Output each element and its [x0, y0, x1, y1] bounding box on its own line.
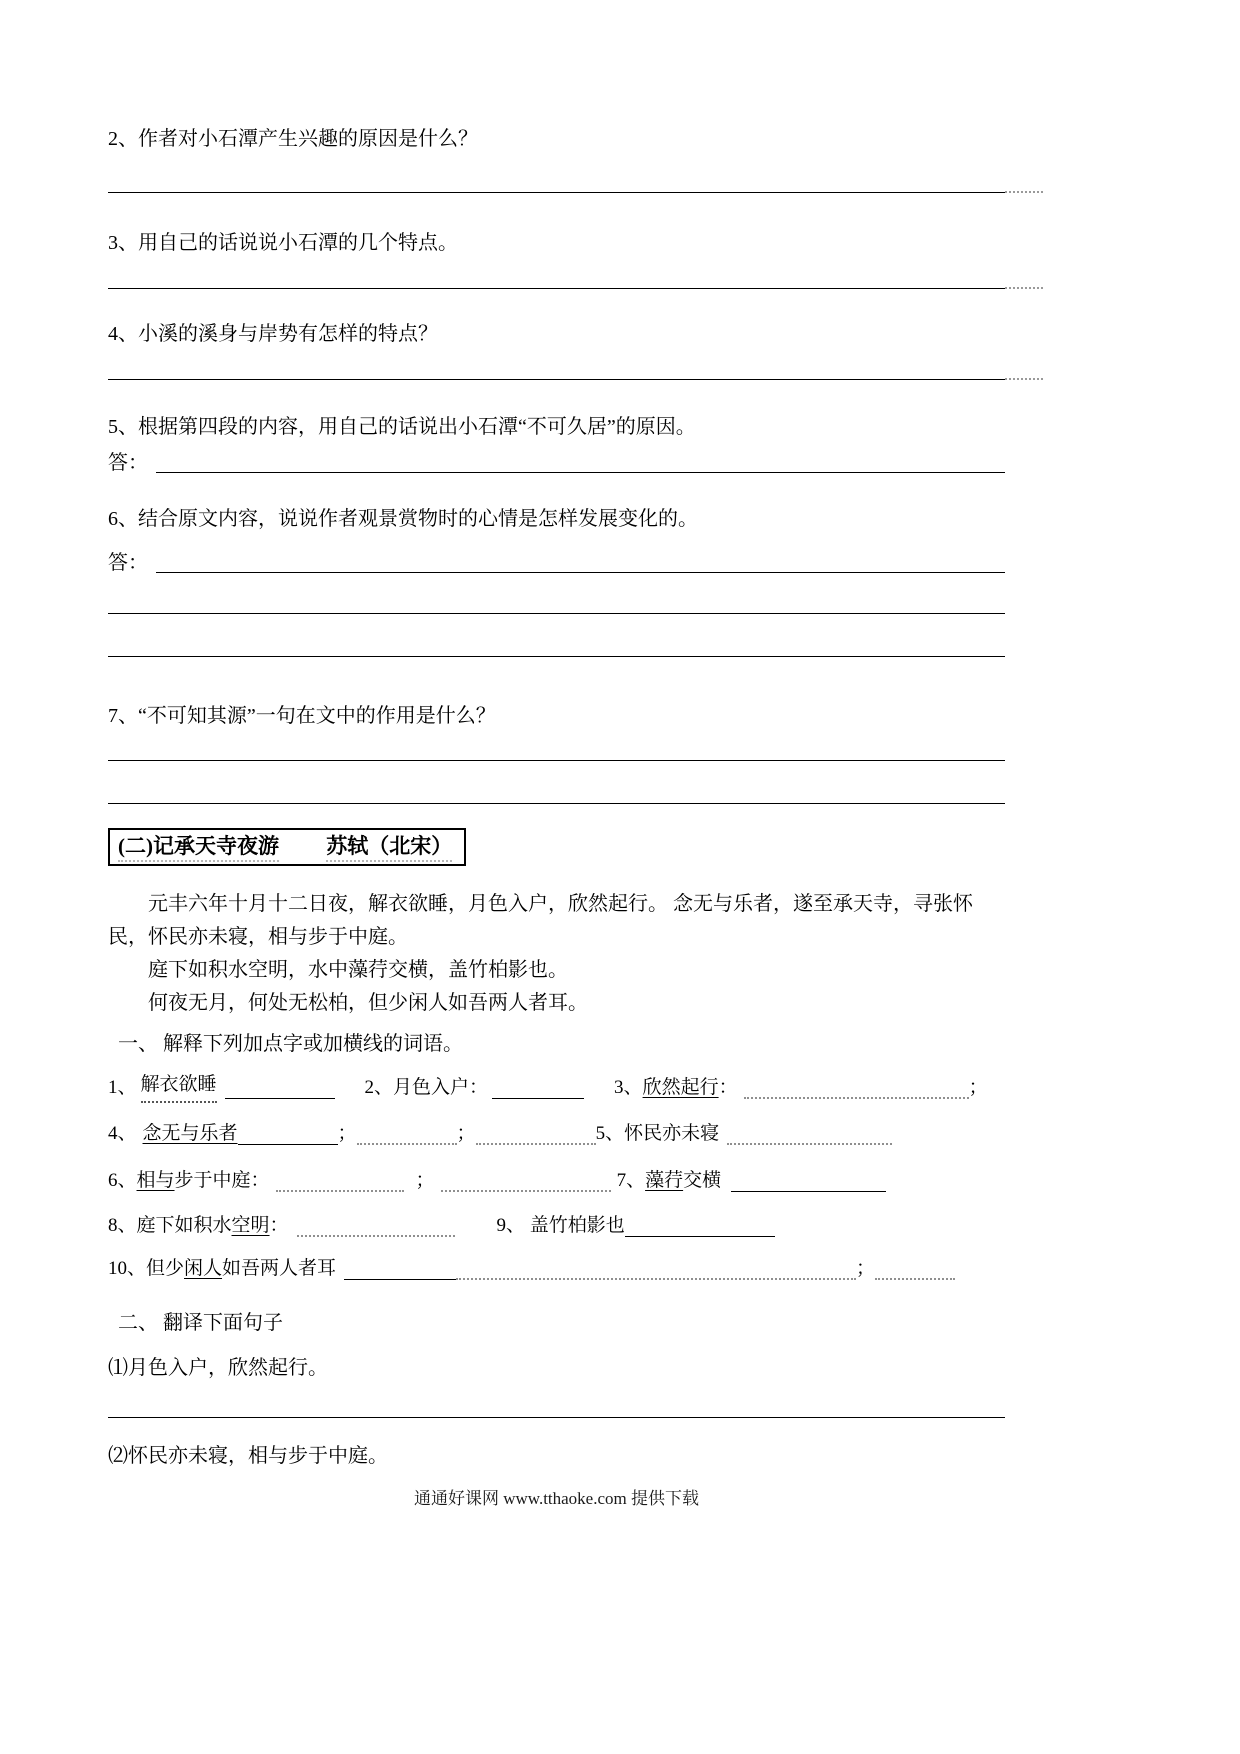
question-2: 2、作者对小石潭产生兴趣的原因是什么？	[108, 128, 478, 150]
fill-blank	[731, 1178, 886, 1192]
colon: ：	[269, 1215, 289, 1236]
question-4: 4、小溪的溪身与岸势有怎样的特点？	[108, 323, 438, 345]
answer-line	[108, 1416, 1005, 1418]
page-footer: 通通好课网 www.tthaoke.com 提供下载	[413, 1489, 700, 1508]
semicolon: ；	[968, 1077, 988, 1098]
term-nianwuyulezhe: 念无与乐者	[142, 1123, 238, 1144]
fill-blank	[225, 1085, 335, 1099]
item-huaimin: 5、怀民亦未寝	[595, 1123, 720, 1144]
colon: ：	[718, 1077, 738, 1098]
fill-blank	[625, 1223, 775, 1237]
term-jiaoheng: 交横	[683, 1170, 722, 1191]
fill-blank-dotted	[276, 1178, 404, 1192]
exercise-row-5	[108, 1254, 1005, 1284]
fill-blank	[492, 1085, 584, 1099]
answer-line-q3	[108, 286, 1005, 289]
fill-blank	[238, 1131, 338, 1145]
term-xinran-qixing: 欣然起行	[642, 1077, 719, 1098]
answer-line-solid	[108, 377, 1005, 380]
term-zaoxing: 藻荇	[645, 1170, 684, 1191]
fill-blank-dotted	[297, 1223, 455, 1237]
answer-label: 答：	[108, 452, 148, 474]
question-6: 6、结合原文内容，说说作者观景赏物时的心情是怎样发展变化的。	[108, 508, 698, 530]
item-number: 6、	[108, 1170, 137, 1191]
passage	[108, 888, 1005, 1020]
term-kongming: 空明	[231, 1215, 270, 1236]
semicolon: ；	[337, 1123, 357, 1144]
fill-blank-dotted	[441, 1178, 611, 1192]
exercise-2-title: 二、 翻译下面句子	[118, 1312, 283, 1334]
answer-line	[108, 612, 1005, 614]
term-jieyiyushui: 解衣欲睡	[141, 1070, 217, 1103]
term-buyuzhongting: 步于中庭：	[174, 1170, 270, 1191]
term-xianren: 闲人	[184, 1258, 223, 1279]
passage-paragraph-1: 元丰六年十月十二日夜，解衣欲睡，月色入户，欣然起行。 念无与乐者，遂至承天寺，寻张怀民，怀民亦未寝，相与步于中庭。	[108, 893, 973, 948]
semicolon: ；	[456, 1123, 476, 1144]
passage-paragraph-2: 庭下如积水空明，水中藻荇交横，盖竹柏影也。	[148, 959, 568, 981]
semicolon: ；	[415, 1170, 435, 1191]
answer-line-solid	[108, 286, 1005, 289]
answer-line-solid	[108, 190, 1005, 193]
item-number: 10、但少	[108, 1258, 185, 1279]
answer-line	[156, 470, 1005, 473]
item-number: 3、	[614, 1077, 643, 1098]
answer-line	[108, 802, 1005, 804]
answer-label: 答：	[108, 552, 148, 574]
item-number: 4、	[108, 1123, 137, 1144]
translation-sentence-1: ⑴月色入户，欣然起行。	[108, 1357, 328, 1379]
term-ruwuliangren: 如吾两人者耳	[222, 1258, 337, 1279]
section-header-wrapper	[108, 828, 1005, 866]
exercise-row-2	[108, 1119, 1005, 1149]
exercise-row-3	[108, 1166, 1005, 1196]
exercise-row-4	[108, 1211, 1005, 1241]
question-7: 7、“不可知其源”一句在文中的作用是什么？	[108, 705, 496, 727]
question-5: 5、根据第四段的内容，用自己的话说出小石潭“不可久居”的原因。	[108, 416, 696, 438]
item-number: 1、	[108, 1077, 137, 1098]
fill-blank-dotted	[357, 1131, 457, 1145]
section-title: (二)记承天寺夜游	[118, 834, 279, 862]
item-number: 7、	[616, 1170, 646, 1191]
answer-line-dotted-tail	[1005, 286, 1043, 289]
answer-line-dotted-tail	[1005, 190, 1043, 193]
answer-row-q5	[108, 449, 1005, 477]
section-header-box	[108, 828, 466, 866]
answer-line	[156, 570, 1005, 573]
term-xiangyu: 相与	[136, 1170, 175, 1191]
section-author: 苏轼（北宋）	[326, 834, 452, 862]
answer-line-q4	[108, 377, 1005, 380]
answer-line-dotted-tail	[1005, 377, 1043, 380]
fill-blank-dotted	[727, 1131, 892, 1145]
exercise-1-title: 一、 解释下列加点字或加横线的词语。	[118, 1033, 463, 1055]
question-3: 3、用自己的话说说小石潭的几个特点。	[108, 232, 458, 254]
fill-blank-dotted	[744, 1085, 969, 1099]
answer-row-q6	[108, 549, 1005, 577]
fill-blank	[344, 1266, 456, 1280]
fill-blank-dotted	[456, 1266, 856, 1280]
translation-sentence-2: ⑵怀民亦未寝，相与步于中庭。	[108, 1445, 388, 1467]
fill-blank-dotted	[875, 1266, 955, 1280]
fill-blank-dotted	[476, 1131, 596, 1145]
answer-line	[108, 655, 1005, 657]
answer-line-q2	[108, 190, 1005, 193]
exercise-row-1	[108, 1070, 1005, 1103]
item-gaizhubai: 9、 盖竹柏影也	[496, 1215, 625, 1236]
item-number: 2、月色入户：	[364, 1077, 489, 1098]
answer-line	[108, 759, 1005, 761]
item-tingxia: 8、庭下如积水	[108, 1215, 232, 1236]
passage-paragraph-3: 何夜无月，何处无松柏，但少闲人如吾两人者耳。	[148, 992, 588, 1014]
semicolon: ；	[856, 1258, 876, 1279]
